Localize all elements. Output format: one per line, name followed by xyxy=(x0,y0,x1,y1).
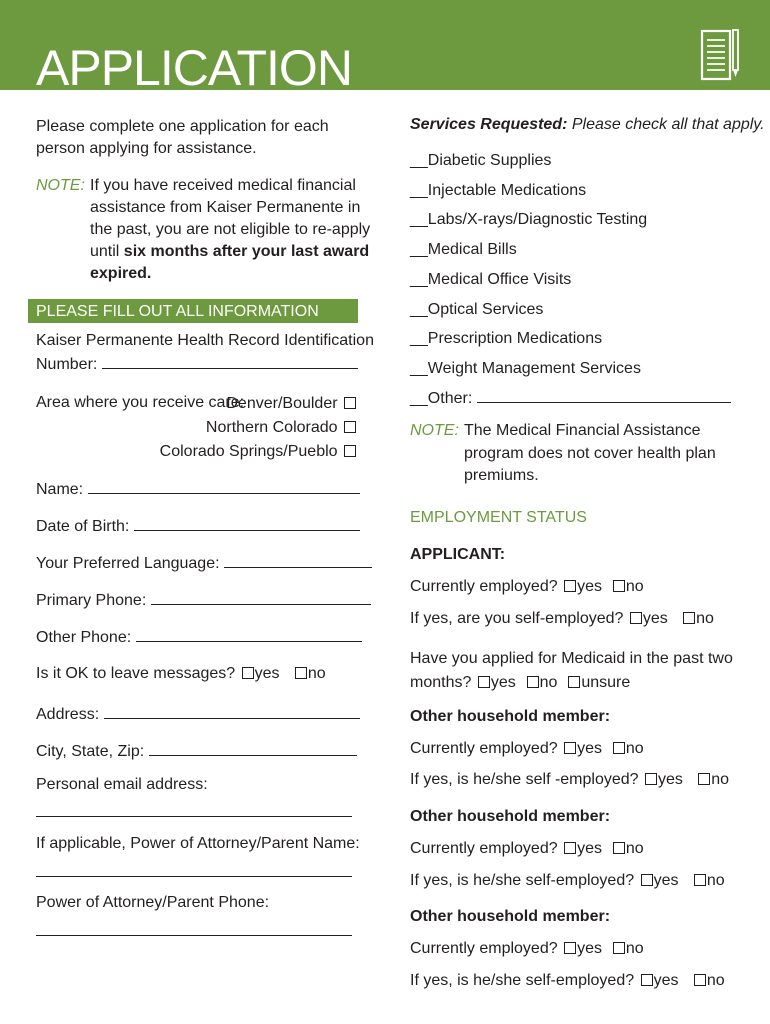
name-input-line[interactable] xyxy=(88,477,360,494)
employed-question: Currently employed? xyxy=(410,740,558,757)
applicant-employed xyxy=(410,578,644,596)
checkbox-no[interactable] xyxy=(683,612,695,624)
employed-question: Currently employed? xyxy=(410,578,558,595)
no-label: no xyxy=(706,872,725,889)
applicant-heading: APPLICANT: xyxy=(410,546,506,563)
checkbox-yes[interactable] xyxy=(564,942,576,954)
other-phone-label: Other Phone: xyxy=(36,629,132,646)
city-field xyxy=(36,739,357,761)
self-employed-question: If yes, is he/she self -employed? xyxy=(410,771,639,788)
right-note-body xyxy=(464,420,716,488)
other-phone-input-line[interactable] xyxy=(136,625,362,642)
poa-phone-label: Power of Attorney/Parent Phone: xyxy=(36,894,270,911)
yes-label: yes xyxy=(577,578,602,595)
checkbox-no[interactable] xyxy=(613,580,625,592)
service-item[interactable]: __Labs/X-rays/Diagnostic Testing xyxy=(410,211,648,229)
dob-field xyxy=(36,514,360,536)
checkbox-no[interactable] xyxy=(613,742,625,754)
hrid-label: Kaiser Permanente Health Record Identification xyxy=(36,332,374,349)
messages-label: Is it OK to leave messages? xyxy=(36,665,236,682)
unsure-label: unsure xyxy=(581,673,631,691)
area-option-denver[interactable] xyxy=(160,392,357,416)
language-field xyxy=(36,551,372,573)
yes-label: yes xyxy=(577,740,602,757)
other-label: __Other: xyxy=(410,389,473,407)
area-option-label: Colorado Springs/Pueblo xyxy=(159,443,338,460)
note-line: If you have received medical financial xyxy=(90,177,356,194)
note-emphasis: six months after your last award xyxy=(123,243,370,260)
area-option-label: Denver/Boulder xyxy=(226,395,338,412)
city-label: City, State, Zip: xyxy=(36,743,145,760)
fill-out-banner xyxy=(28,299,358,323)
right-note-label xyxy=(410,420,459,443)
dob-label: Date of Birth: xyxy=(36,518,130,535)
messages-field xyxy=(36,665,326,683)
address-label: Address: xyxy=(36,706,100,723)
hh2-employed xyxy=(410,840,644,858)
address-field xyxy=(36,702,360,724)
yes-label: yes xyxy=(653,972,679,989)
service-item[interactable]: __Prescription Medications xyxy=(410,330,603,348)
checkbox-yes[interactable] xyxy=(645,773,657,785)
name-label: Name: xyxy=(36,481,84,498)
hh3-employed xyxy=(410,940,644,958)
checkbox-no[interactable] xyxy=(698,773,710,785)
yes-label: yes xyxy=(653,872,679,889)
dob-input-line[interactable] xyxy=(134,514,360,531)
checkbox-no[interactable] xyxy=(295,667,307,679)
employed-question: Currently employed? xyxy=(410,840,558,857)
medicaid-answers xyxy=(410,671,733,695)
poa-name-input-line[interactable] xyxy=(36,860,352,877)
yes-label: yes xyxy=(577,840,602,857)
checkbox[interactable] xyxy=(344,445,356,457)
services-list xyxy=(410,146,731,413)
hrid-input-line[interactable] xyxy=(102,352,358,369)
name-field xyxy=(36,477,360,499)
note-label: NOTE: xyxy=(410,422,459,439)
medicaid-question xyxy=(410,647,733,694)
left-note-body xyxy=(90,175,370,285)
yes-label: yes xyxy=(642,610,668,627)
no-label: no xyxy=(625,740,644,757)
yes-label: yes xyxy=(490,673,516,691)
no-label: no xyxy=(625,940,644,957)
document-pen-icon xyxy=(698,26,742,82)
checkbox-yes[interactable] xyxy=(242,667,254,679)
services-heading xyxy=(410,116,765,134)
intro-text: Please complete one application for each person applying for assistance. xyxy=(36,118,329,157)
service-other[interactable] xyxy=(410,384,731,414)
hh3-self-employed xyxy=(410,972,725,990)
services-hint: Please check all that apply. xyxy=(571,116,765,133)
services-label: Services Requested: xyxy=(410,116,568,133)
yes-label: yes xyxy=(658,771,683,788)
poa-phone-input-line[interactable] xyxy=(36,919,352,936)
yes-label: yes xyxy=(577,940,602,957)
note-line: The Medical Financial Assistance xyxy=(464,422,701,439)
language-label: Your Preferred Language: xyxy=(36,555,220,572)
other-input-line[interactable] xyxy=(477,386,731,403)
checkbox-no[interactable] xyxy=(694,974,706,986)
no-label: no xyxy=(625,578,644,595)
checkbox-yes[interactable] xyxy=(641,874,653,886)
checkbox-no[interactable] xyxy=(694,874,706,886)
city-input-line[interactable] xyxy=(149,739,357,756)
hh1-self-employed xyxy=(410,771,729,789)
self-employed-question: If yes, are you self-employed? xyxy=(410,610,624,627)
no-label: no xyxy=(711,771,730,788)
primary-phone-field xyxy=(36,588,371,610)
medicaid-line: Have you applied for Medicaid in the past two xyxy=(410,650,733,667)
other-phone-field xyxy=(36,625,362,647)
no-label: no xyxy=(539,673,558,691)
note-text: until xyxy=(90,243,124,260)
note-line: assistance from Kaiser Permanente in xyxy=(90,199,361,216)
checkbox-yes[interactable] xyxy=(630,612,642,624)
checkbox-yes[interactable] xyxy=(564,742,576,754)
address-input-line[interactable] xyxy=(104,702,360,719)
no-label: no xyxy=(706,972,725,989)
note-line: premiums. xyxy=(464,467,539,484)
yes-label: yes xyxy=(254,665,280,682)
banner-text: PLEASE FILL OUT ALL INFORMATION xyxy=(36,303,319,320)
applicant-self-employed xyxy=(410,610,714,628)
checkbox-yes[interactable] xyxy=(641,974,653,986)
no-label: no xyxy=(307,665,326,682)
checkbox-no[interactable] xyxy=(527,676,539,688)
service-item[interactable]: __Medical Office Visits xyxy=(410,270,572,288)
hh2-self-employed xyxy=(410,872,725,890)
service-item[interactable]: __Medical Bills xyxy=(410,241,517,259)
hrid-field xyxy=(36,330,374,376)
service-item[interactable]: __Diabetic Supplies xyxy=(410,152,552,169)
left-note xyxy=(36,175,85,197)
no-label: no xyxy=(696,610,714,627)
note-line xyxy=(90,241,370,263)
hrid-label-2: Number: xyxy=(36,356,98,373)
checkbox-yes[interactable] xyxy=(564,580,576,592)
household-heading-1: Other household member: xyxy=(410,708,611,725)
checkbox-unsure[interactable] xyxy=(568,676,580,688)
checkbox-yes[interactable] xyxy=(478,676,490,688)
page-title: APPLICATION xyxy=(36,40,352,96)
poa-name-label: If applicable, Power of Attorney/Parent Name: xyxy=(36,835,360,852)
self-employed-question: If yes, is he/she self-employed? xyxy=(410,872,635,889)
area-option-northern[interactable] xyxy=(160,416,357,440)
area-options xyxy=(160,392,357,464)
area-option-label: Northern Colorado xyxy=(205,419,338,436)
medicaid-line-2: months? xyxy=(410,673,472,691)
checkbox-no[interactable] xyxy=(613,842,625,854)
household-heading-3: Other household member: xyxy=(410,908,611,925)
hh1-employed xyxy=(410,740,644,758)
note-label: NOTE: xyxy=(36,177,85,194)
email-input-line[interactable] xyxy=(36,800,352,817)
note-line: expired. xyxy=(90,265,152,282)
email-label: Personal email address: xyxy=(36,776,208,793)
header-bar xyxy=(0,0,770,96)
service-item[interactable]: __Weight Management Services xyxy=(410,359,641,377)
note-line: the past, you are not eligible to re-apply xyxy=(90,221,371,238)
area-option-springs[interactable] xyxy=(160,440,357,464)
service-item[interactable]: __Injectable Medications xyxy=(410,181,587,199)
primary-phone-label: Primary Phone: xyxy=(36,592,147,609)
language-input-line[interactable] xyxy=(224,551,372,568)
employment-heading: EMPLOYMENT STATUS xyxy=(410,509,587,526)
no-label: no xyxy=(625,840,644,857)
note-line: program does not cover health plan xyxy=(464,444,716,462)
employed-question: Currently employed? xyxy=(410,940,558,957)
checkbox[interactable] xyxy=(344,397,356,409)
primary-phone-input-line[interactable] xyxy=(151,588,371,605)
household-heading-2: Other household member: xyxy=(410,808,611,825)
checkbox-yes[interactable] xyxy=(564,842,576,854)
service-item[interactable]: __Optical Services xyxy=(410,300,544,318)
checkbox-no[interactable] xyxy=(613,942,625,954)
area-label: Area where you receive care: xyxy=(36,394,245,411)
self-employed-question: If yes, is he/she self-employed? xyxy=(410,972,635,989)
checkbox[interactable] xyxy=(344,421,356,433)
